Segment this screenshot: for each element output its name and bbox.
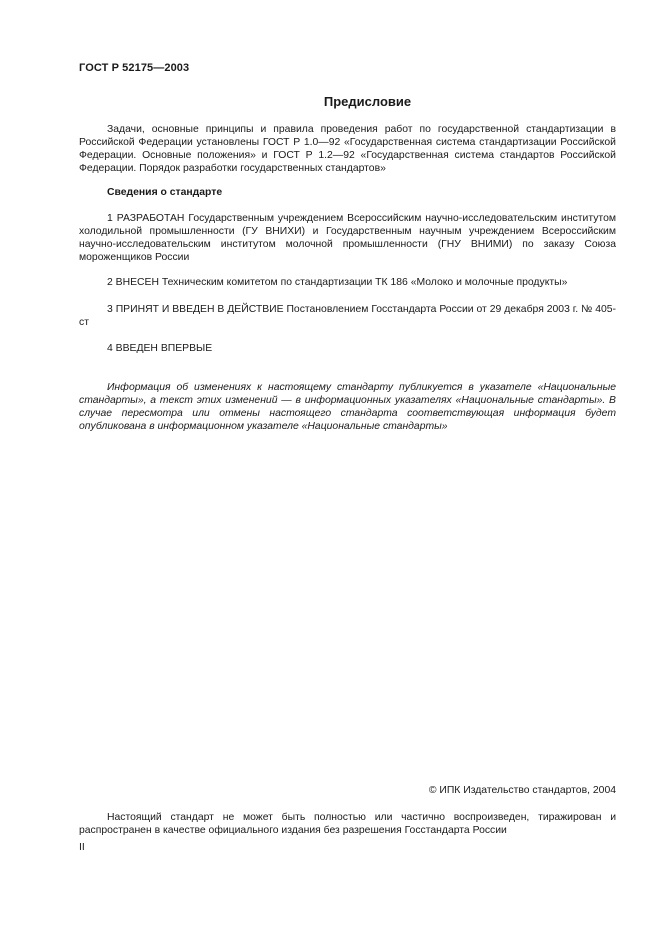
changes-info-paragraph: Информация об изменениях к настоящему стандарту публикуется в указателе «Национальные стандарты», а текст этих изменений — в информационных указателях «Национальные стандарты». В случае пересмотра или отмены настоящего стандарта соответствующая информация будет опубликована в информационном указателе «Национальные стандарты»	[79, 382, 616, 432]
page-title: Предисловие	[323, 94, 412, 109]
list-item: 2 ВНЕСЕН Техническим комитетом по стандартизации ТК 186 «Молоко и молочные продукты»	[107, 277, 568, 288]
list-item: 4 ВВЕДЕН ВПЕРВЫЕ	[107, 343, 213, 354]
standard-code: ГОСТ Р 52175—2003	[79, 62, 190, 74]
standard-info-heading: Сведения о стандарте	[107, 187, 223, 198]
intro-paragraph: Задачи, основные принципы и правила проведения работ по государственной стандартизации в Российской Федерации установлены ГОСТ Р 1.0—92 «Государственная система стандартизации Российской Федерации. Основные положения» и ГОСТ Р 1.2—92 «Государственная система стандартов Российской Федерации. Порядок разработки государственных стандартов»	[79, 124, 616, 174]
list-item: 1 РАЗРАБОТАН Государственным учреждением Всероссийским научно-исследовательским институтом холодильной промышленности (ГУ ВНИХИ) и Государственным научным учреждением Всероссийским научно-исследовательским институтом молочной промышленности (ГНУ ВНИМИ) по заказу Союза мороженщиков России	[79, 213, 616, 263]
copyright-line: © ИПК Издательство стандартов, 2004	[428, 785, 616, 796]
page-number: II	[79, 842, 85, 853]
reproduction-notice: Настоящий стандарт не может быть полностью или частично воспроизведен, тиражирован и распространен в качестве официального издания без разрешения Госстандарта России	[79, 812, 616, 836]
list-item: 3 ПРИНЯТ И ВВЕДЕН В ДЕЙСТВИЕ Постановлением Госстандарта России от 29 декабря 2003 г. № 405-ст	[79, 304, 616, 328]
